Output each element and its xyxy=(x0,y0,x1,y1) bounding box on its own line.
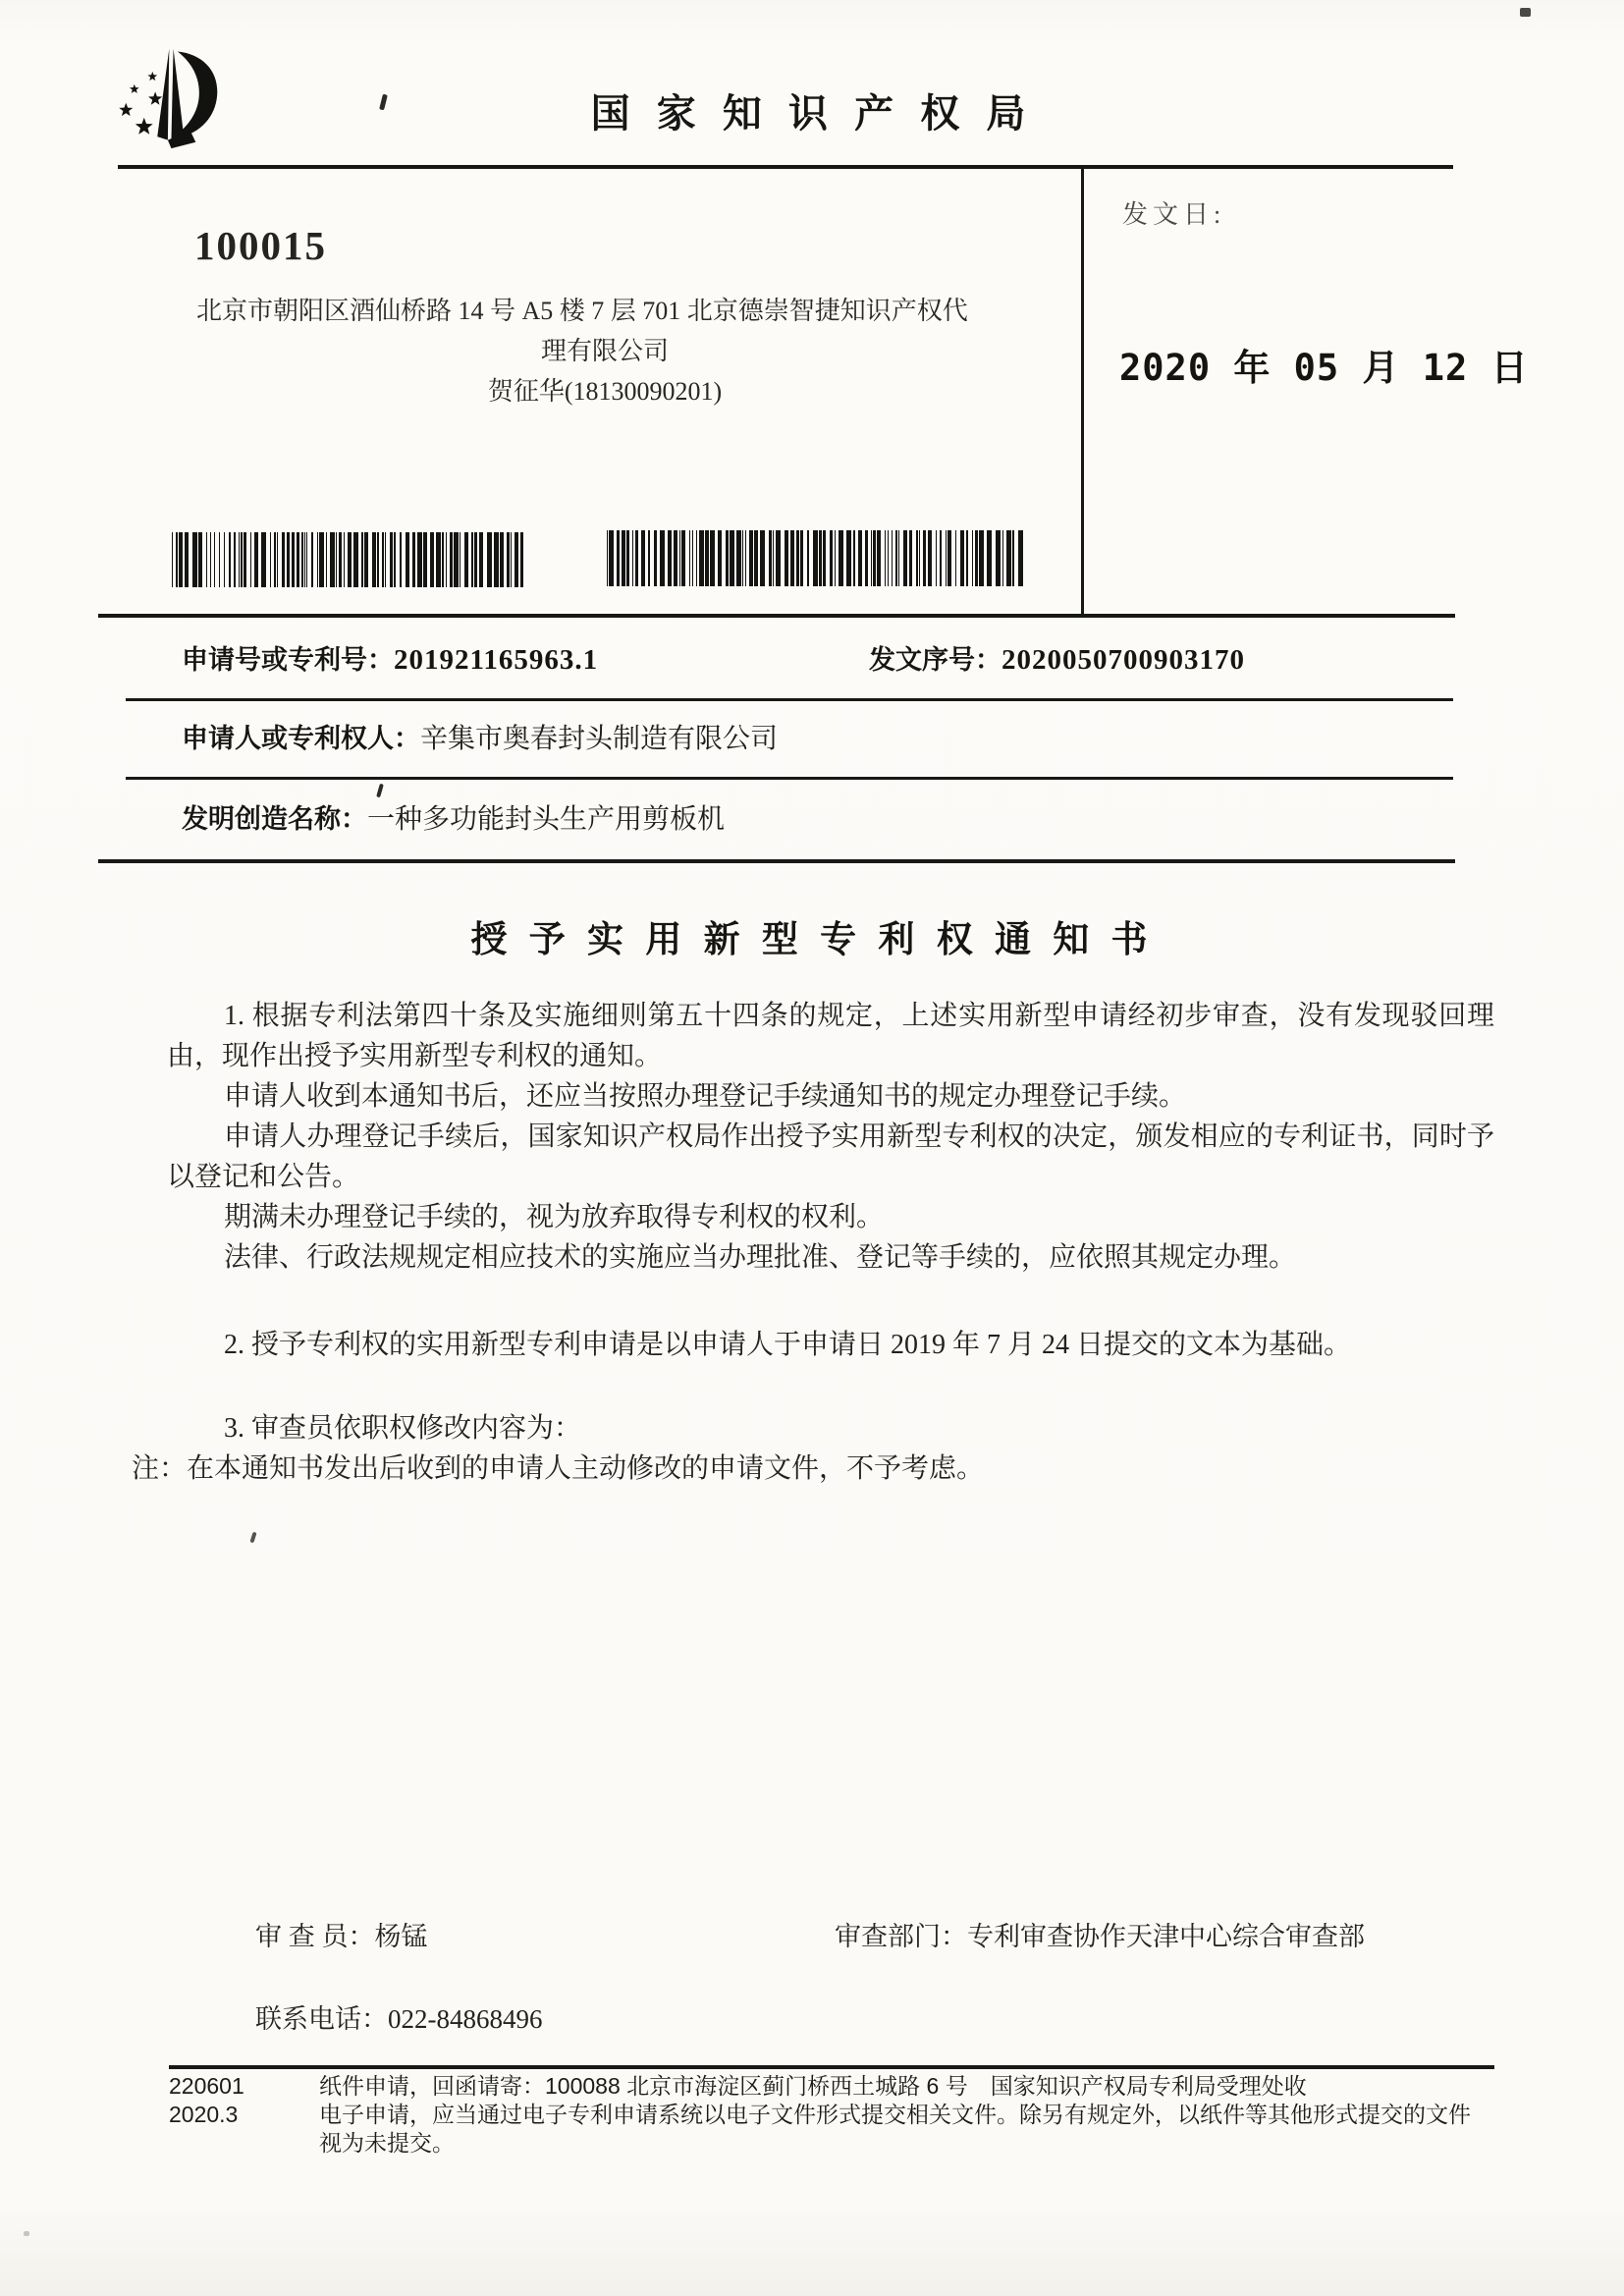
application-number-row xyxy=(182,638,598,677)
invention-row xyxy=(182,797,725,837)
examiner-row xyxy=(255,1915,428,1953)
table-rule-4 xyxy=(98,859,1455,863)
notice-paragraph: 1. 根据专利法第四十条及实施细则第五十四条的规定，上述实用新型申请经初步审查，没有发现驳回理由，现作出授予实用新型专利权的通知。 xyxy=(167,1001,1494,1071)
notice-paragraph: 3. 审查员依职权修改内容为： xyxy=(224,1413,582,1444)
notice-paragraph: 法律、行政法规规定相应技术的实施应当办理批准、登记等手续的，应依照其规定办理。 xyxy=(224,1242,1297,1273)
barcode-right xyxy=(607,530,1027,591)
serial-number-value: 2020050700903170 xyxy=(1001,644,1245,676)
form-version: 2020.3 xyxy=(169,2102,239,2127)
department-row xyxy=(835,1915,1365,1953)
barcode-left xyxy=(172,532,530,592)
applicant-value: 辛集市奥春封头制造有限公司 xyxy=(420,724,779,754)
invention-value: 一种多功能封头生产用剪板机 xyxy=(367,804,726,835)
scan-artifact xyxy=(24,2231,29,2236)
scan-artifact xyxy=(376,784,384,798)
issue-date-label: 发文日: xyxy=(1122,200,1226,229)
serial-number-label: 发文序号： xyxy=(869,645,1001,675)
footer-rule xyxy=(169,2065,1494,2069)
address-line-2: 理有限公司 xyxy=(540,337,669,365)
notice-title: 授 予 实 用 新 型 专 利 权 通 知 书 xyxy=(470,919,1154,959)
table-rule-1 xyxy=(98,614,1455,618)
notice-body xyxy=(132,996,1494,1489)
address-line-1: 北京市朝阳区酒仙桥路 14 号 A5 楼 7 层 701 北京德崇智捷知识产权代 xyxy=(196,297,968,325)
notice-paragraph: 申请人办理登记手续后，国家知识产权局作出授予实用新型专利权的决定，颁发相应的专利证书，同时予以登记和公告。 xyxy=(167,1121,1494,1192)
notice-paragraph: 期满未办理登记手续的，视为放弃取得专利权的权利。 xyxy=(224,1202,885,1232)
postal-code: 100015 xyxy=(194,223,327,268)
notice-note: 注：在本通知书发出后收到的申请人主动修改的申请文件，不予考虑。 xyxy=(132,1453,985,1484)
footer-line: 纸件申请，回函请寄：100088 北京市海淀区蓟门桥西土城路 6 号 国家知识产权局专利局受理处收 xyxy=(319,2073,1307,2099)
phone-number: 022-84868496 xyxy=(388,2004,543,2034)
table-rule-2 xyxy=(126,698,1453,701)
phone-label: 联系电话： xyxy=(255,2004,388,2034)
recipient-address xyxy=(196,291,1013,411)
examiner-name: 杨锰 xyxy=(374,1922,428,1951)
applicant-row xyxy=(182,717,778,756)
footer-codes xyxy=(169,2072,244,2129)
date-box-border xyxy=(1081,165,1084,618)
application-number-value: 201921165963.1 xyxy=(394,644,599,676)
notice-paragraph: 申请人收到本通知书后，还应当按照办理登记手续通知书的规定办理登记手续。 xyxy=(224,1081,1187,1112)
applicant-label: 申请人或专利权人： xyxy=(182,724,420,753)
issue-date: 2020 年 05 月 12 日 xyxy=(1119,347,1529,389)
notice-paragraph: 2. 授予专利权的实用新型专利申请是以申请人于申请日 2019 年 7 月 24 日提交的文本为基础。 xyxy=(224,1330,1352,1360)
examiner-label: 审 查 员： xyxy=(255,1922,375,1951)
department-name: 专利审查协作天津中心综合审查部 xyxy=(967,1922,1365,1951)
scan-artifact xyxy=(249,1532,256,1544)
phone-row xyxy=(255,1997,543,2036)
department-label: 审查部门： xyxy=(835,1922,967,1951)
footer-instructions xyxy=(319,2072,1492,2158)
table-rule-3 xyxy=(126,777,1453,780)
application-number-label: 申请号或专利号： xyxy=(182,645,394,675)
serial-number-row xyxy=(869,638,1245,677)
form-code: 220601 xyxy=(169,2073,244,2099)
header-rule xyxy=(118,165,1453,169)
recipient-contact: 贺征华(18130090201) xyxy=(487,377,723,406)
scan-artifact xyxy=(1520,8,1531,17)
agency-title: 国 家 知 识 产 权 局 xyxy=(590,92,1034,136)
invention-label: 发明创造名称： xyxy=(182,804,367,834)
footer-line: 电子申请，应当通过电子专利申请系统以电子文件形式提交相关文件。除另有规定外，以纸件等其他形式提交的文件视为未提交。 xyxy=(319,2102,1471,2156)
